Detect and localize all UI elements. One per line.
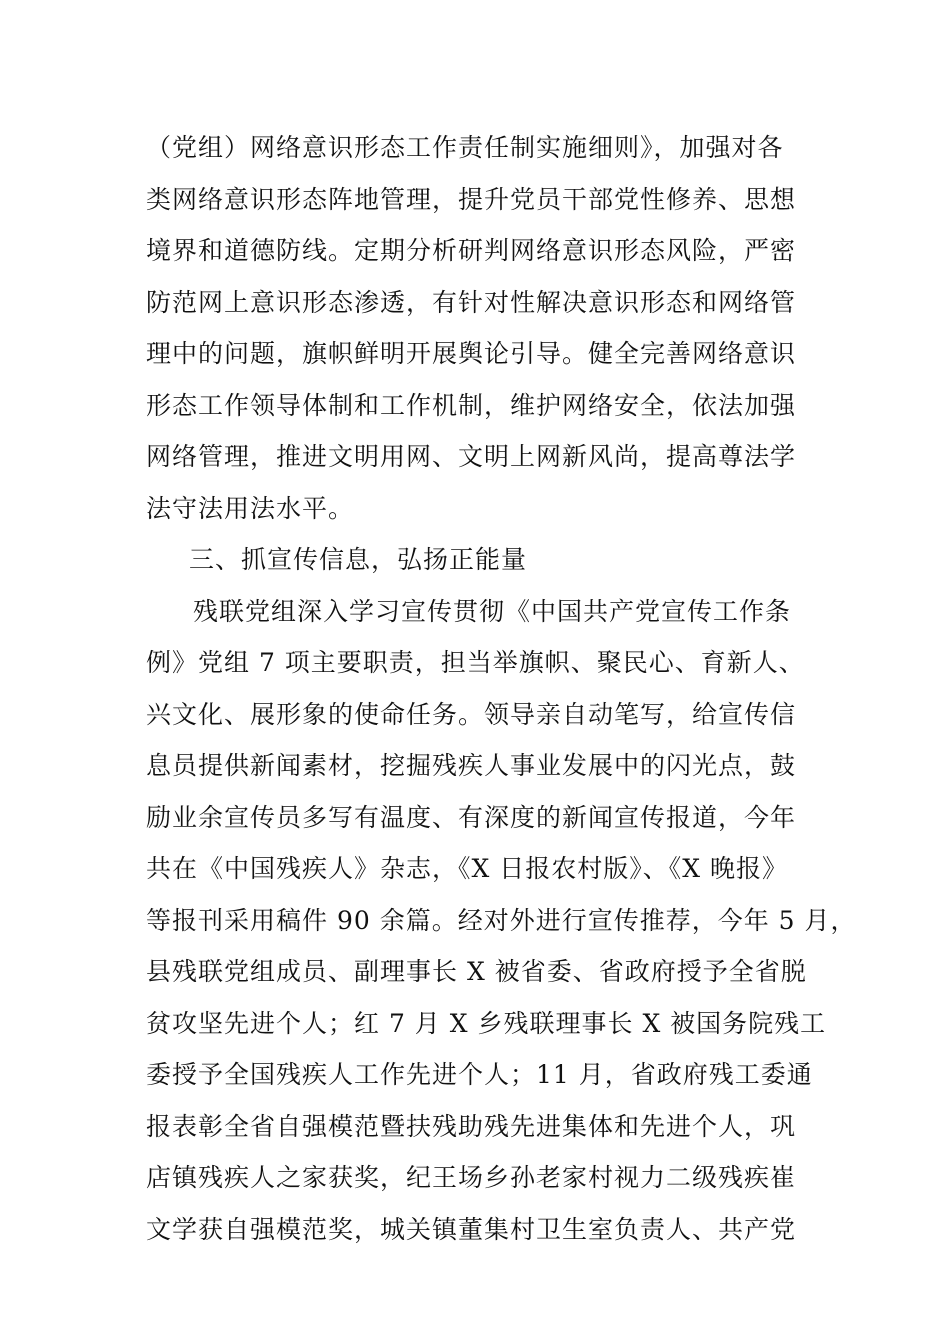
- body-line: 例》党组 7 项主要职责，担当举旗帜、聚民心、育新人、: [146, 648, 805, 677]
- body-line: 文学获自强模范奖，城关镇董集村卫生室负责人、共产党: [146, 1215, 797, 1244]
- body-line: 类网络意识形态阵地管理，提升党员干部党性修养、思想: [146, 185, 797, 214]
- body-line: 境界和道德防线。定期分析研判网络意识形态风险，严密: [146, 236, 797, 265]
- body-line: （党组）网络意识形态工作责任制实施细则》，加强对各: [146, 133, 784, 162]
- body-line: 防范网上意识形态渗透，有针对性解决意识形态和网络管: [146, 288, 797, 317]
- section-heading: 三、抓宣传信息，弘扬正能量: [189, 545, 528, 574]
- body-line: 贫攻坚先进个人；红 7 月 X 乡残联理事长 X 被国务院残工: [146, 1009, 827, 1038]
- body-line: 形态工作领导体制和工作机制，维护网络安全，依法加强: [146, 391, 797, 420]
- body-line: 店镇残疾人之家获奖，纪王场乡孙老家村视力二级残疾崔: [146, 1163, 797, 1192]
- body-line: 共在《中国残疾人》杂志，《X 日报农村版》、《X 晚报》: [146, 854, 788, 883]
- body-line: 报表彰全省自强模范暨扶残助残先进集体和先进个人，巩: [146, 1112, 797, 1141]
- body-line: 息员提供新闻素材，挖掘残疾人事业发展中的闪光点，鼓: [146, 751, 797, 780]
- body-line: 网络管理，推进文明用网、文明上网新风尚，提高尊法学: [146, 442, 797, 471]
- body-line: 残联党组深入学习宣传贯彻《中国共产党宣传工作条: [193, 597, 792, 626]
- body-line: 法守法用法水平。: [146, 494, 355, 523]
- body-line: 理中的问题，旗帜鲜明开展舆论引导。健全完善网络意识: [146, 339, 797, 368]
- body-line: 励业余宣传员多写有温度、有深度的新闻宣传报道，今年: [146, 803, 797, 832]
- body-line: 县残联党组成员、副理事长 X 被省委、省政府授予全省脱: [146, 957, 807, 986]
- body-line: 兴文化、展形象的使命任务。领导亲自动笔写，给宣传信: [146, 700, 797, 729]
- body-line: 委授予全国残疾人工作先进个人；11 月，省政府残工委通: [146, 1060, 813, 1089]
- body-line: 等报刊采用稿件 90 余篇。经对外进行宣传推荐，今年 5 月，: [146, 906, 857, 935]
